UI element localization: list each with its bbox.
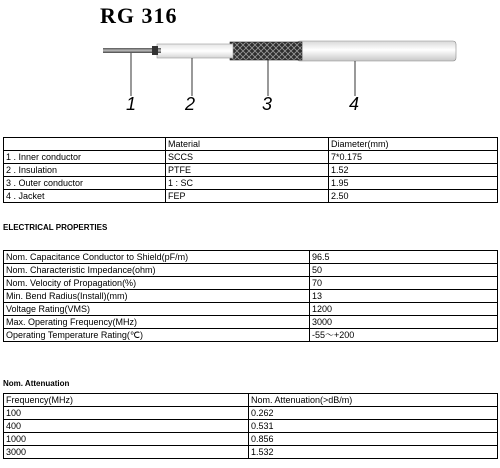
electrical-properties-table	[3, 250, 498, 342]
callout-4: 4	[349, 94, 360, 114]
table-cell: 3000	[310, 316, 498, 329]
table-cell: 1.532	[249, 446, 498, 459]
table-cell: 1000	[4, 433, 249, 446]
table-cell: 1.95	[329, 177, 498, 190]
table-row	[4, 190, 498, 203]
outer-conductor-braid	[230, 42, 302, 60]
callout-3: 3	[262, 94, 273, 114]
header-cell: Material	[166, 138, 329, 151]
product-title: RG 316	[100, 3, 178, 28]
table-cell: 3 . Outer conductor	[4, 177, 166, 190]
insulation-layer	[157, 44, 233, 58]
construction-table	[3, 137, 498, 203]
table-cell: 70	[310, 277, 498, 290]
table-cell: 2.50	[329, 190, 498, 203]
header-cell: Nom. Attenuation(>dB/m)	[249, 394, 498, 407]
table-cell: 13	[310, 290, 498, 303]
table-row	[4, 290, 498, 303]
header-cell: Diameter(mm)	[329, 138, 498, 151]
table-cell: Min. Bend Radius(Install)(mm)	[4, 290, 310, 303]
table-row	[4, 420, 498, 433]
table-row	[4, 303, 498, 316]
table-row	[4, 151, 498, 164]
table-cell: 0.262	[249, 407, 498, 420]
callout-1: 1	[126, 94, 137, 114]
table-cell: 100	[4, 407, 249, 420]
table-row	[4, 164, 498, 177]
table-header-row	[4, 394, 498, 407]
table-row	[4, 329, 498, 342]
attenuation-heading: Nom. Attenuation	[3, 379, 70, 388]
electrical-properties-heading: ELECTRICAL PROPERTIES	[3, 223, 108, 232]
table-cell: 4 . Jacket	[4, 190, 166, 203]
table-cell: Nom. Capacitance Conductor to Shield(pF/m)	[4, 251, 310, 264]
table-cell: 1 : SC	[166, 177, 329, 190]
table-row	[4, 407, 498, 420]
table-cell: 0.856	[249, 433, 498, 446]
jacket-layer	[297, 41, 456, 61]
table-cell: 0.531	[249, 420, 498, 433]
table-cell: 7*0.175	[329, 151, 498, 164]
cable-cross-section-diagram	[0, 0, 500, 130]
table-cell: 1200	[310, 303, 498, 316]
table-cell: SCCS	[166, 151, 329, 164]
table-cell: Voltage Rating(VMS)	[4, 303, 310, 316]
header-cell	[4, 138, 166, 151]
table-cell: Nom. Velocity of Propagation(%)	[4, 277, 310, 290]
table-cell: 2 . Insulation	[4, 164, 166, 177]
table-row	[4, 277, 498, 290]
table-cell: 3000	[4, 446, 249, 459]
table-row	[4, 446, 498, 459]
table-row	[4, 251, 498, 264]
callout-2: 2	[185, 94, 196, 114]
table-row	[4, 316, 498, 329]
table-cell: 1 . Inner conductor	[4, 151, 166, 164]
table-cell: FEP	[166, 190, 329, 203]
table-row	[4, 177, 498, 190]
table-cell: 400	[4, 420, 249, 433]
table-row	[4, 433, 498, 446]
table-cell: PTFE	[166, 164, 329, 177]
table-cell: Operating Temperature Rating(℃)	[4, 329, 310, 342]
table-cell: -55～+200	[310, 329, 498, 342]
table-cell: 96.5	[310, 251, 498, 264]
table-cell: 50	[310, 264, 498, 277]
header-cell: Frequency(MHz)	[4, 394, 249, 407]
table-cell: Max. Operating Frequency(MHz)	[4, 316, 310, 329]
table-row	[4, 264, 498, 277]
table-cell: Nom. Characteristic Impedance(ohm)	[4, 264, 310, 277]
attenuation-table	[3, 393, 498, 459]
table-cell: 1.52	[329, 164, 498, 177]
table-header-row	[4, 138, 498, 151]
